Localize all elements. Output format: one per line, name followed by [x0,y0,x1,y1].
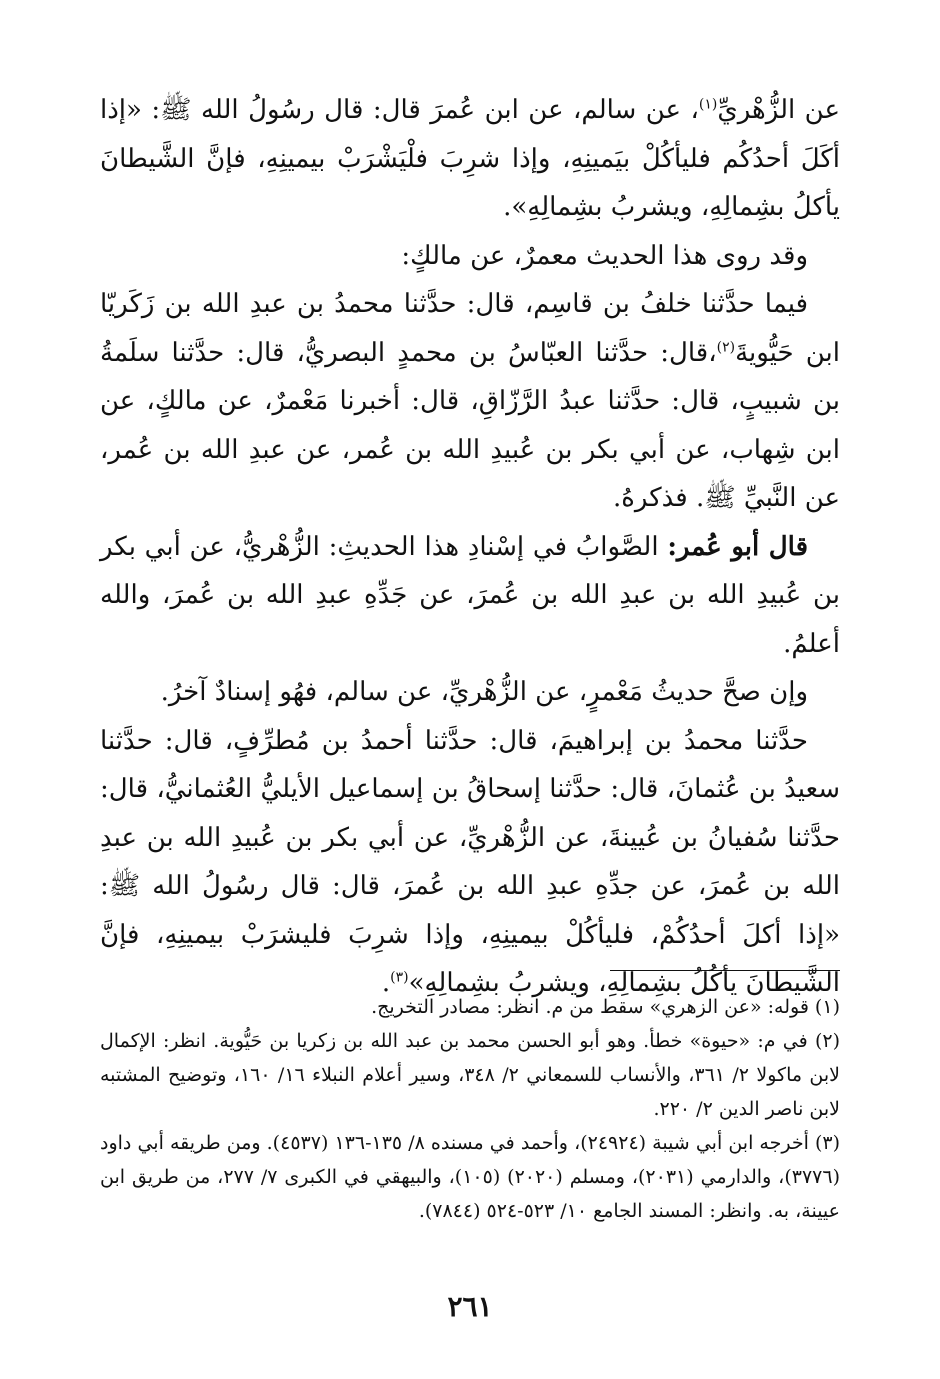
footnote-ref-3[interactable]: (٣) [390,969,409,986]
footnote-3: (٣) أخرجه ابن أبي شيبة (٢٤٩٢٤)، وأحمد في مسنده ٨/ ١٣٥-١٣٦ (٤٥٣٧). ومن طريقه أبي داود (٣٧٧٦)، والدارمي (٢٠٣١)، ومسلم (٢٠٢٠) (١٠٥)، والبيهقي في الكبرى ٧/ ٢٧٧، من طريق ابن عيينة، به. وانظر: المسند الجامع ١٠/ ٥٢٣-٥٢٤ (٧٨٤٤). [100,1132,841,1222]
footnote-divider [610,970,840,971]
page-number: ٢٦١ [447,1290,493,1323]
paragraph-2: وقد روى هذا الحديث معمرٌ، عن مالكٍ: [401,240,808,271]
footnote-ref-2[interactable]: (٢) [716,338,736,355]
paragraph-1-rest: ، عن سالم، عن ابن عُمرَ قال: قال رسُولُ الله ﷺ: «إذا أكَلَ أحدُكُم فليأكُلْ بيَمينِهِ، وإذا شرِبَ فلْيَشْرَبْ بيمينِهِ، فإنَّ الشَّيطانَ يأكلُ بشِمالِهِ، ويشربُ بشِمالِهِ». [100,95,840,222]
paragraph-3-rest: ،قال: حدَّثنا العبّاسُ بن محمدٍ البصريُّ، قال: حدَّثنا سلَمةُ بن شبيبٍ، قال: حدَّثنا عبدُ الرَّزّاقِ، قال: أخبرنا مَعْمرٌ، عن مالكٍ، عن ابن شِهاب، عن أبي بكر بن عُبيدِ الله بن عُمر، عن عبدِ الله بن عُمر، عن النَّبيِّ ﷺ. فذكرهُ. [100,337,840,513]
paragraph-1-start: عن الزُّهْريِّ [717,95,840,125]
paragraph-3-start: فيما حدَّثنا خلفُ بن قاسِم، قال: حدَّثنا محمدُ بن عبدِ الله بن زَكَريّا ابن حَيُّويةَ [100,289,841,368]
footnote-ref-1[interactable]: (١) [698,96,718,113]
footnote-2: (٢) في م: «حيوة» خطأ. وهو أبو الحسن محمد بن عبد الله بن زكريا بن حَيُّوية. انظر: الإكمال لابن ماكولا ٢/ ٣٦١، والأنساب للسمعاني ٢/ ٣٤٨، وسير أعلام النبلاء ١٦/ ١٦٠، وتوضيح المشتبه لابن ناصر الدين ٢/ ٢٢٠. [100,1030,840,1120]
paragraph-3 [100,280,840,523]
paragraph-6 [100,717,840,1008]
footnote-1: (١) قوله: «عن الزهري» سقط من م. انظر: مصادر التخريج. [371,996,840,1018]
paragraph-1 [100,86,840,232]
paragraph-6-start: حدَّثنا محمدُ بن إبراهيمَ، قال: حدَّثنا أحمدُ بن مُطرِّفٍ، قال: حدَّثنا سعيدُ بن عُثمانَ، قال: حدَّثنا إسحاقُ بن إسماعيل الأيليُّ العُثمانيُّ، قال: حدَّثنا سُفيانُ بن عُيينةَ، عن الزُّهْريِّ، عن أبي بكر بن عُبيدِ الله بن عبدِ الله بن عُمرَ، عن جدِّهِ عبدِ الله بن عُمرَ، قال: قال رسُولُ الله ﷺ: «إذا أكلَ أحدُكُمْ، فليأكُلْ بيمينِهِ، وإذا شرِبَ فليشرَبْ بيمينِهِ، فإنَّ الشَّيطانَ يأكُلُ بشِمالِهِ، ويشربُ بشِمالِهِ» [100,725,840,998]
paragraph-5: وإن صحَّ حديثُ مَعْمرٍ، عن الزُّهْريِّ، عن سالم، فهُو إسنادٌ آخرُ. [160,677,808,707]
paragraph-4 [100,523,840,669]
paragraph-6-end: . [381,968,391,998]
paragraph-4-lead: قال أبو عُمر: [667,531,808,562]
paragraph-4-rest: الصَّوابُ في إسْنادِ هذا الحديثِ: الزُّهْريُّ، عن أبي بكر بن عُبيدِ الله بن عبدِ الله بن عُمرَ، عن جَدِّهِ عبدِ الله بن عُمرَ، والله أعلمُ. [100,531,840,659]
footnotes [100,990,840,1228]
main-text [100,86,840,1008]
